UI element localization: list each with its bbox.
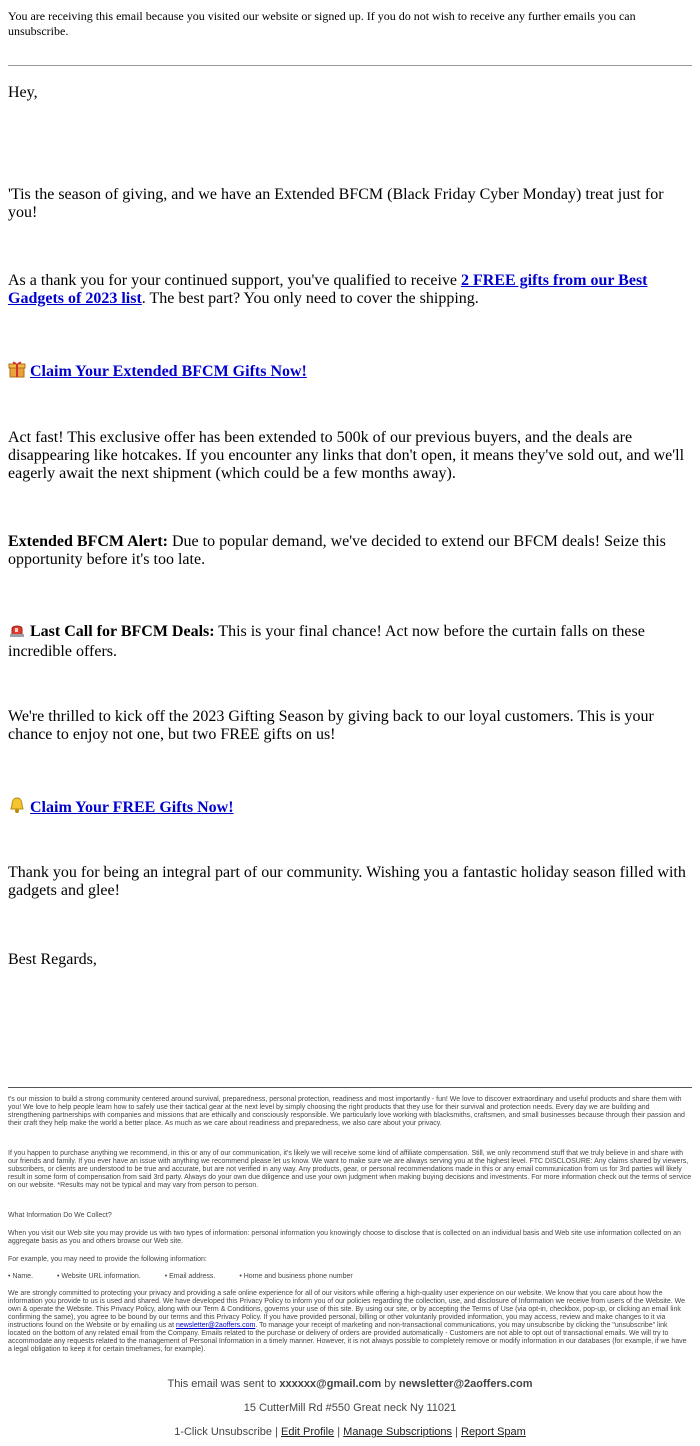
privacy-email-link[interactable]: newsletter@2aoffers.com — [175, 1322, 256, 1329]
claim-free-gifts-link[interactable]: Claim Your FREE Gifts Now! — [30, 799, 234, 816]
cta-claim-extended — [8, 360, 692, 383]
privacy-policy-text: We are strongly committed to protecting your privacy and providing a safe online experience for all of our visitors while offering a high-quality user experience on our website. We know that you care about how the information you provide to us is used and shared. We have developed this Privacy Policy to inform you of our policies regarding the collection, use, and disclosure of Information we receive from users of the Website. We own & operate the Website. This Privacy Policy, along with our Term & Conditions, governs your use of this site. By using our site, or by accepting the Terms of Use (via opt-in, checkbox, pop-up, or clicking an email link confirming the same), you agree to be bound by our terms and this Privacy Policy. If you have provided personal, billing or other voluntarily provided information, you may access, review and make changes to it via instructions found on the Website or by emailing us at newsletter@2aoffers.com. To manage your receipt of marketing and non-transactional communications, you may unsubscribe by clicking the "unsubscribe" link located on the bottom of any related email from the Company. Emails related to the purchase or delivery of orders are provided automatically - Customers are not able to opt out of transactional emails. We will try to accommodate any requests related to the management of Personal Information in a timely manner. However, it is not always possible to completely remove or modify information in our databases (for example, if we have a legal obligation to keep it for certain timeframes, for example). — [8, 1290, 687, 1353]
sender-email: newsletter@2aoffers.com — [398, 1378, 533, 1390]
info-bullets — [8, 1273, 692, 1281]
greeting: Hey, — [8, 84, 38, 101]
mission-text: t's our mission to build a strong community centered around survival, preparedness, personal protection, readiness and most importantly - fun! We love to discover extraordinary and useful products and share them with you! We love to help people learn how to safely use their tactical gear at the next level by simply choosing the right products that they use for their survival and protection needs. Every day we are building and strengthening partnerships with companies and missions that are ethically and consciously responsible. We particularly love working with blacksmiths, craftsmen, and small businesses because through their passion and their craft they help make the world a better place. As much as we care about readiness and preparedness, we also care about your privacy. — [8, 1096, 685, 1127]
gift-icon — [8, 360, 26, 383]
bullet-url: • Website URL information. — [56, 1273, 141, 1280]
bullet-phone: • Home and business phone number — [239, 1273, 353, 1280]
privacy-heading: What Information Do We Collect? — [8, 1212, 112, 1219]
claim-extended-gifts-link[interactable]: Claim Your Extended BFCM Gifts Now! — [30, 363, 307, 380]
one-click-unsubscribe[interactable]: 1-Click Unsubscribe — [174, 1426, 272, 1438]
bell-icon — [8, 796, 26, 819]
example-text: For example, you may need to provide the following information: — [8, 1256, 207, 1263]
affiliate-disclosure: If you happen to purchase anything we recommend, in this or any of our communication, it's likely we will receive some kind of affiliate compensation. Still, we only recommend stuff that we truly believe in and share with our friends and family. If you ever have an issue with anything we recommend please let us know. We want to make sure we are always serving you at the highest level. FTC DISCLOSURE: Any claims shared by viewers, subscribers, or clients are understood to be true and accurate, but are not verified in any way. Any products, gear, or personal recommendations made in this or any email communication from us for 3rd parties will likely result in some form of compensation from said 3rd party. Always do your own due diligence and use your own judgment when making buying decisions and investments. For more information check out the terms of service on our website. *Results may not be typical and may vary from person to person. — [8, 1150, 692, 1189]
footer-divider — [8, 1087, 692, 1088]
intro-paragraph: 'Tis the season of giving, and we have an Extended BFCM (Black Friday Cyber Monday) treat just for you! — [8, 186, 664, 221]
thank-you-paragraph: Thank you for being an integral part of our community. Wishing you a fantastic holiday season filled with gadgets and glee! — [8, 864, 686, 899]
recipient-email: xxxxxx@gmail.com — [279, 1378, 382, 1390]
bullet-email: • Email address. — [164, 1273, 216, 1280]
extended-alert-paragraph: Extended BFCM Alert: Due to popular demand, we've decided to extend our BFCM deals! Seize this opportunity before it's too late. — [8, 533, 666, 568]
sent-to-line: This email was sent to xxxxxx@gmail.com by newsletter@2aoffers.com — [167, 1378, 533, 1390]
gifts-list-link[interactable]: 2 FREE gifts from our Best Gadgets of 2023 list — [8, 272, 648, 307]
footer-links: 1-Click Unsubscribe | Edit Profile | Manage Subscriptions | Report Spam — [174, 1426, 526, 1438]
gifting-season-paragraph: We're thrilled to kick off the 2023 Gifting Season by giving back to our loyal customers. This is your chance to enjoy not one, but two FREE gifts on us! — [8, 708, 654, 743]
siren-icon — [8, 622, 26, 643]
cta-claim-free — [8, 796, 692, 819]
collect-text: When you visit our Web site you may provide us with two types of information: personal information you knowingly choose to disclose that is collected on an individual basis and Web site use information collected on an aggregate basis as you and others browse our Web site. — [8, 1230, 681, 1245]
edit-profile-link[interactable]: Edit Profile — [280, 1426, 335, 1438]
unsubscribe-notice: You are receiving this email because you visited our website or signed up. If you do not wish to receive any further emails you can unsubscribe. — [8, 9, 636, 38]
last-call-paragraph: Last Call for BFCM Deals: This is your final chance! Act now before the curtain falls on these incredible offers. — [8, 623, 645, 660]
manage-subscriptions-link[interactable]: Manage Subscriptions — [343, 1426, 453, 1438]
top-divider — [8, 65, 692, 66]
qualify-paragraph: As a thank you for your continued support, you've qualified to receive 2 FREE gifts from our Best Gadgets of 2023 list. The best part? You only need to cover the shipping. — [8, 272, 648, 307]
postal-address: 15 CutterMill Rd #550 Great neck Ny 11021 — [243, 1402, 457, 1414]
bullet-name: • Name. — [8, 1273, 34, 1280]
sign-off: Best Regards, — [8, 951, 97, 968]
act-fast-paragraph: Act fast! This exclusive offer has been extended to 500k of our previous buyers, and the deals are disappearing like hotcakes. If you encounter any links that don't open, it means they've sold out, and we'll eagerly await the next shipment (which could be a few months away). — [8, 429, 685, 482]
report-spam-link[interactable]: Report Spam — [461, 1426, 526, 1438]
